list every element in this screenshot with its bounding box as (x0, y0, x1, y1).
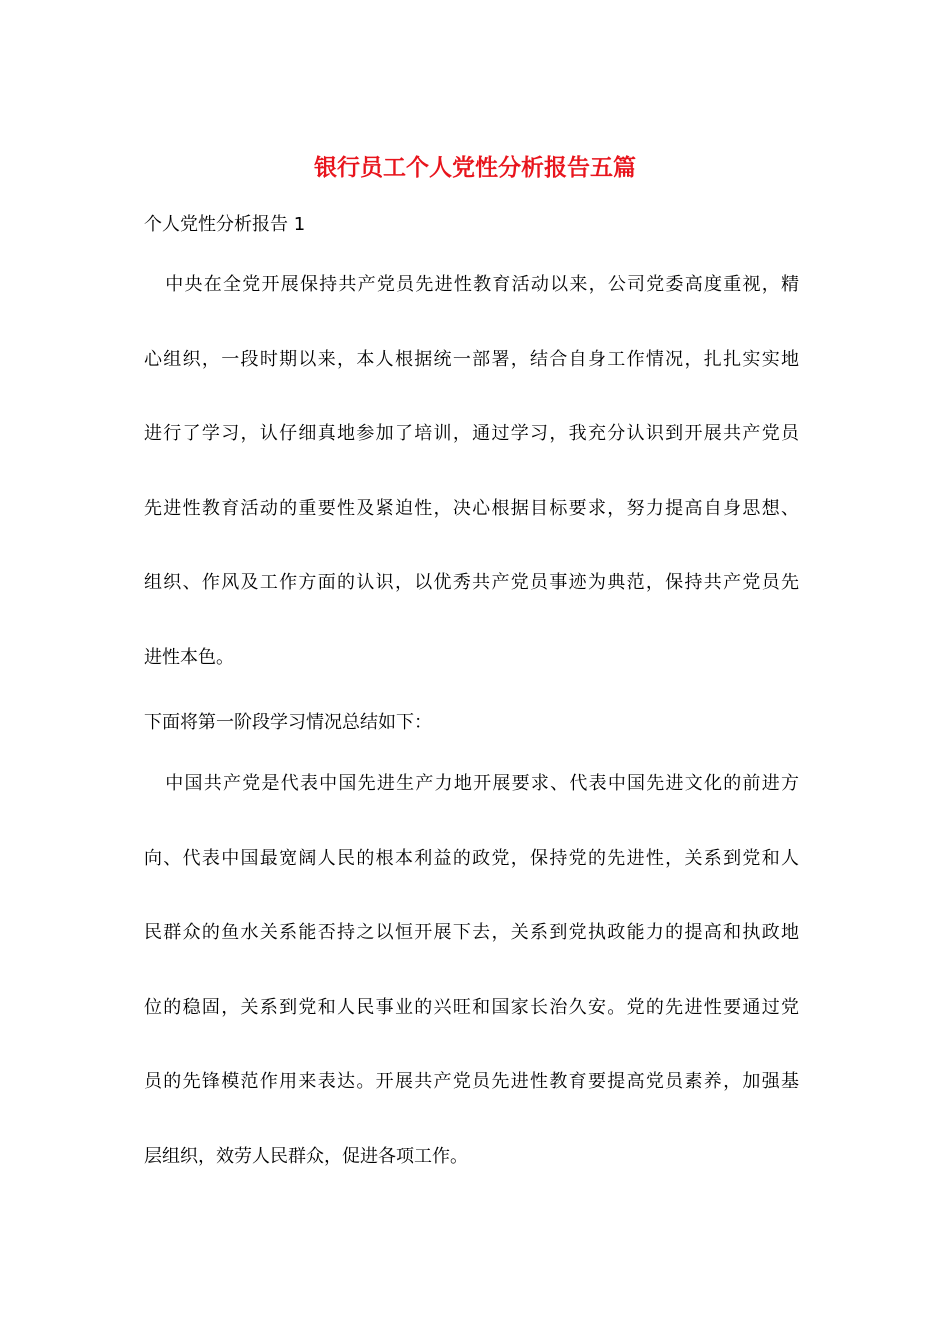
paragraph-line: 层组织，效劳人民群众，促进各项工作。 (144, 1145, 468, 1167)
report-subheading: 个人党性分析报告 1 (144, 214, 306, 235)
summary-intro-line: 下面将第一阶段学习情况总结如下： (144, 712, 432, 733)
paragraph-line: 组织、作风及工作方面的认识，以优秀共产党员事迹为典范，保持共产党员先 (144, 572, 799, 593)
paragraph-line: 民群众的鱼水关系能否持之以恒开展下去，关系到党执政能力的提高和执政地 (144, 922, 799, 943)
paragraph-line: 员的先锋模范作用来表达。开展共产党员先进性教育要提高党员素养，加强基 (144, 1071, 799, 1092)
paragraph-line: 进行了学习，认仔细真地参加了培训，通过学习，我充分认识到开展共产党员 (144, 423, 799, 444)
paragraph-1 (144, 270, 799, 717)
document-title: 银行员工个人党性分析报告五篇 (314, 155, 636, 181)
paragraph-line: 向、代表中国最宽阔人民的根本利益的政党，保持党的先进性，关系到党和人 (144, 847, 799, 869)
paragraph-2 (144, 769, 799, 1216)
paragraph-line: 先进性教育活动的重要性及紧迫性，决心根据目标要求，努力提高自身思想、 (144, 497, 799, 519)
paragraph-line: 位的稳固，关系到党和人民事业的兴旺和国家长治久安。党的先进性要通过党 (144, 996, 799, 1018)
paragraph-line: 中央在全党开展保持共产党员先进性教育活动以来，公司党委高度重视，精 (164, 274, 799, 295)
paragraph-line: 心组织，一段时期以来，本人根据统一部署，结合自身工作情况，扎扎实实地 (144, 348, 799, 370)
paragraph-line: 进性本色。 (144, 646, 234, 668)
paragraph-line: 中国共产党是代表中国先进生产力地开展要求、代表中国先进文化的前进方 (164, 773, 799, 794)
